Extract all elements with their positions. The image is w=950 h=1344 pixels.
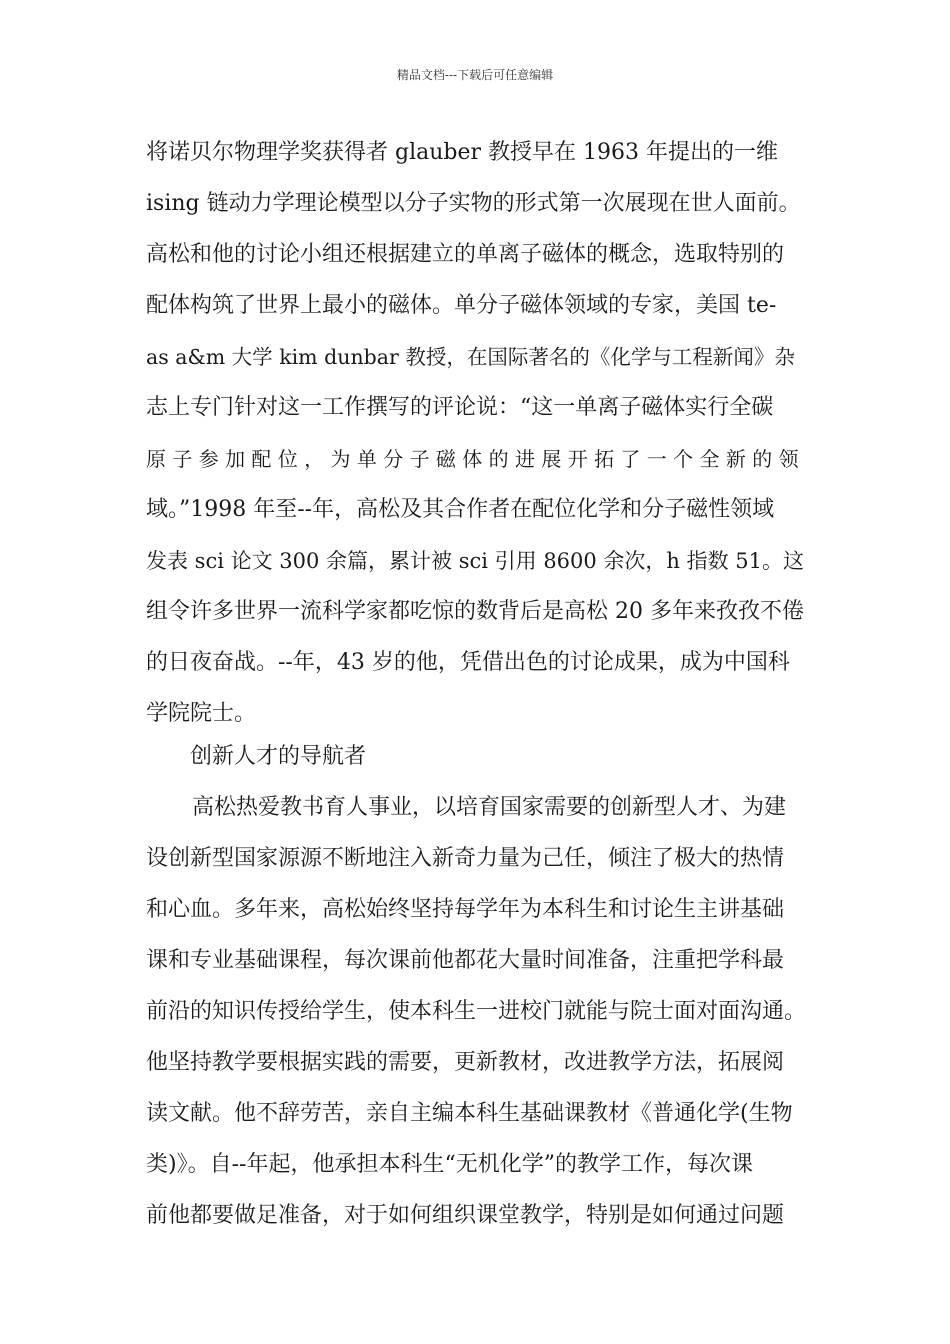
section-heading: 创新人才的导航者	[190, 744, 367, 769]
text-line-10: 组令许多世界一流科学家都吃惊的数背后是高松 20 多年来孜孜不倦	[146, 599, 804, 624]
text-line-14: 高松热爱教书育人事业，以培育国家需要的创新型人才、为建	[192, 795, 787, 820]
text-line-11: 的日夜奋战。--年，43 岁的他，凭借出色的讨论成果，成为中国科	[146, 650, 790, 675]
text-line-20: 读文献。他不辞劳苦，亲自主编本科生基础课教材《普通化学(生物	[146, 1101, 793, 1126]
text-line-2: ising 链动力学理论模型以分子实物的形式第一次展现在世人面前。	[146, 191, 801, 216]
text-line-4: 配体构筑了世界上最小的磁体。单分子磁体领域的专家，美国 te-	[146, 293, 777, 318]
text-line-16: 和心血。多年来，高松始终坚持每学年为本科生和讨论生主讲基础	[146, 897, 785, 922]
page-header: 精品文档---下载后可任意编辑	[396, 68, 554, 82]
text-line-6: 志上专门针对这一工作撰写的评论说：“这一单离子磁体实行全碳	[146, 395, 774, 420]
text-line-3: 高松和他的讨论小组还根据建立的单离子磁体的概念，选取特别的	[146, 242, 785, 267]
text-line-7: 原 子 参 加 配 位 ， 为 单 分 子 磁 体 的 进 展 开 拓 了 一 个 全 新 的 领	[146, 447, 799, 471]
text-line-8: 域。”1998 年至--年，高松及其合作者在配位化学和分子磁性领域	[146, 497, 775, 522]
text-line-9: 发表 sci 论文 300 余篇，累计被 sci 引用 8600 余次，h 指数 51。这	[146, 549, 805, 573]
text-line-18: 前沿的知识传授给学生，使本科生一进校门就能与院士面对面沟通。	[146, 999, 807, 1024]
text-line-5: as a&m 大学 kim dunbar 教授，在国际著名的《化学与工程新闻》杂	[146, 345, 795, 369]
text-line-19: 他坚持教学要根据实践的需要，更新教材，改进教学方法，拓展阅	[146, 1050, 785, 1075]
text-line-22: 前他都要做足准备，对于如何组织课堂教学，特别是如何通过问题	[146, 1203, 785, 1228]
text-line-17: 课和专业基础课程，每次课前他都花大量时间准备，注重把学科最	[146, 948, 785, 973]
text-line-21: 类)》。自--年起，他承担本科生“无机化学”的教学工作，每次课	[146, 1152, 753, 1177]
text-line-12: 学院院士。	[146, 701, 257, 726]
text-line-15: 设创新型国家源源不断地注入新奇力量为己任，倾注了极大的热情	[146, 846, 785, 871]
text-line-1: 将诺贝尔物理学奖获得者 glauber 教授早在 1963 年提出的一维	[146, 140, 778, 165]
